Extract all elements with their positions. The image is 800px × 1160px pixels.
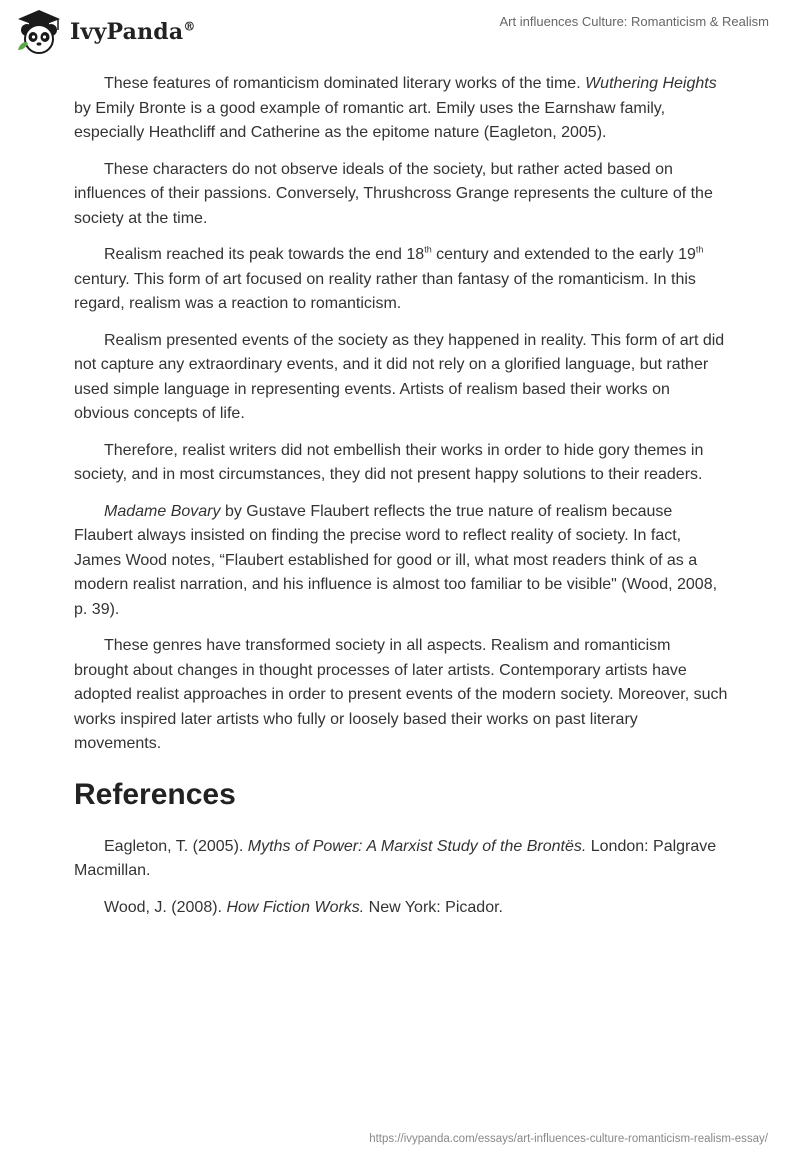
paragraph-2: These characters do not observe ideals of the society, but rather acted based on influences of their passions. Conversely, Thrushcross Grange represents the culture of the society at the time. bbox=[74, 160, 713, 227]
brand-name: IvyPanda® bbox=[70, 19, 196, 45]
paragraph-1: These features of romanticism dominated literary works of the time. Wuthering Heights by Emily Bronte is a good example of romantic art. Emily uses the Earnshaw family, especially Heathcliff and Catherine as the epitome nature (Eagleton, 2005). bbox=[74, 75, 717, 141]
ivypanda-logo[interactable] bbox=[14, 8, 196, 56]
reference-item: Eagleton, T. (2005). Myths of Power: A Marxist Study of the Brontës. London: Palgrave Macmillan. bbox=[74, 837, 717, 879]
book-title: Madame Bovary bbox=[104, 502, 221, 520]
source-url[interactable]: https://ivypanda.com/essays/art-influences-culture-romanticism-realism-essay/ bbox=[369, 1133, 768, 1145]
book-title: Wuthering Heights bbox=[585, 75, 717, 92]
references-heading: References bbox=[74, 777, 236, 811]
paragraph-4: Realism presented events of the society as they happened in reality. This form of art did not capture any extraordinary events, and it did not rely on a glorified language, but rather used simple language in representing events. Artists of realism based their works on obvious concepts of life. bbox=[74, 331, 725, 422]
reference-item: Wood, J. (2008). How Fiction Works. New York: Picador. bbox=[104, 898, 503, 916]
paragraph-6: Madame Bovary by Gustave Flaubert reflects the true nature of realism because Flaubert always insisted on finding the precise word to reflect reality of society. In fact, James Wood notes, “Flaubert established for good or ill, what most readers think of as a modern realist narration, and his influence is almost too familiar to be visible" (Wood, 2008, p. 39). bbox=[74, 502, 718, 618]
paragraph-3: Realism reached its peak towards the end 18th century and extended to the early 19th century. This form of art focused on reality rather than fantasy of the romanticism. In this regard, realism was a reaction to romanticism. bbox=[74, 244, 704, 312]
panda-graduate-icon bbox=[14, 8, 64, 56]
paragraph-5: Therefore, realist writers did not embellish their works in order to hide gory themes in society, and in most circumstances, they did not present happy solutions to their readers. bbox=[74, 441, 704, 483]
document-title: Art influences Culture: Romanticism & Realism bbox=[499, 14, 769, 29]
paragraph-7: These genres have transformed society in all aspects. Realism and romanticism brought about changes in thought processes of later artists. Contemporary artists have adopted realist approaches in order to present events of the modern society. Moreover, such works inspired later artists who fully or loosely based their works on past literary movements. bbox=[74, 637, 728, 752]
essay-body bbox=[74, 72, 729, 932]
page-header bbox=[0, 0, 800, 64]
